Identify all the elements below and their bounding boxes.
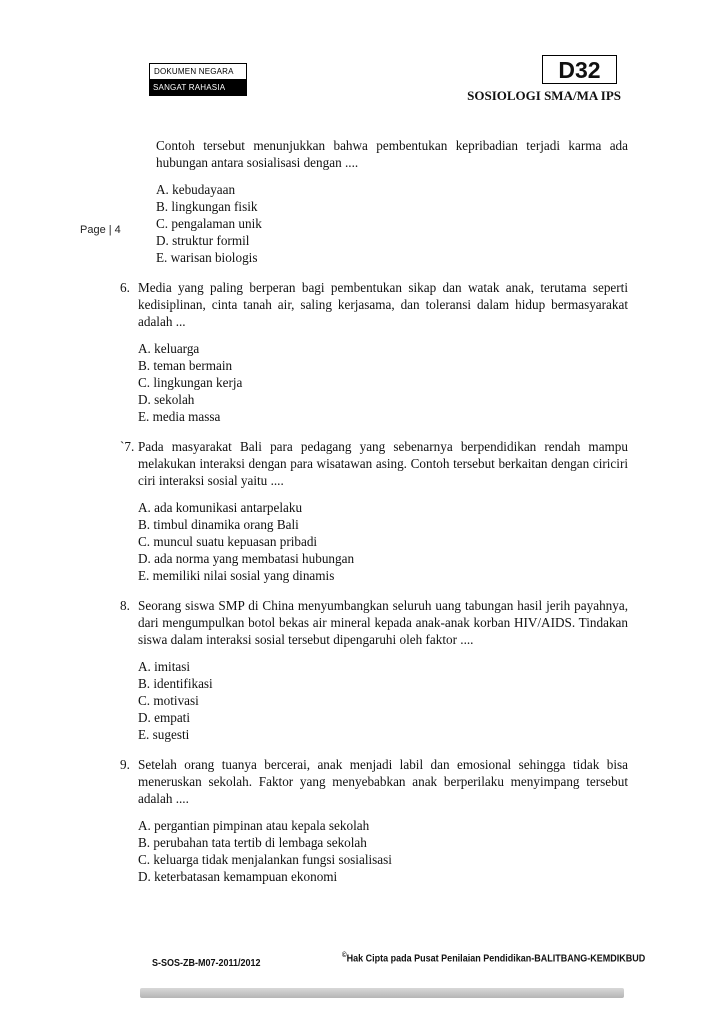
option: D. ada norma yang membatasi hubungan bbox=[138, 551, 355, 566]
option: A. keluarga bbox=[138, 341, 200, 356]
question-stem: Seorang siswa SMP di China menyumbangkan seluruh uang tabungan hasil jerih payahnya, dari mengumpulkan botol bekas air mineral kepada anak-anak korban HIV/AIDS. Tindakan siswa dalam interaksi sosial tersebut dipengaruhi oleh faktor .... bbox=[138, 598, 628, 647]
question-number: 8. bbox=[120, 598, 130, 613]
option: C. pengalaman unik bbox=[156, 216, 262, 231]
question-number: `7. bbox=[120, 439, 135, 454]
option: D. empati bbox=[138, 710, 191, 725]
option: E. sugesti bbox=[138, 727, 190, 742]
option: B. lingkungan fisik bbox=[156, 199, 258, 214]
option: B. perubahan tata tertib di lembaga sekolah bbox=[138, 835, 367, 850]
stamp-top-label: DOKUMEN NEGARA bbox=[149, 63, 247, 80]
document-code: D32 bbox=[542, 55, 617, 84]
stamp-bottom-label: SANGAT RAHASIA bbox=[149, 80, 247, 96]
option-list bbox=[138, 499, 628, 584]
option: D. keterbatasan kemampuan ekonomi bbox=[138, 869, 338, 884]
footer-bar bbox=[140, 988, 624, 998]
option: C. motivasi bbox=[138, 693, 199, 708]
classification-stamp bbox=[149, 63, 247, 96]
option: C. lingkungan kerja bbox=[138, 375, 243, 390]
copyright-text: Hak Cipta pada Pusat Penilaian Pendidikan-BALITBANG-KEMDIKBUD bbox=[346, 953, 646, 965]
option: A. kebudayaan bbox=[156, 182, 236, 197]
page-label: Page | 4 bbox=[80, 224, 121, 236]
question-7 bbox=[120, 438, 628, 584]
option: E. warisan biologis bbox=[156, 250, 258, 265]
subject-title: SOSIOLOGI SMA/MA IPS bbox=[467, 88, 621, 103]
question-stem: Contoh tersebut menunjukkan bahwa pembentukan kepribadian terjadi karma ada hubungan antara sosialisasi dengan .... bbox=[156, 138, 628, 170]
question-stem: Media yang paling berperan bagi pembentukan sikap dan watak anak, terutama seperti kedisiplinan, cinta tanah air, saling kerjasama, dan toleransi dalam hidup bermasyarakat adalah ... bbox=[138, 280, 628, 329]
option-list bbox=[156, 181, 628, 266]
option: E. media massa bbox=[138, 409, 221, 424]
option: D. struktur formil bbox=[156, 233, 250, 248]
option-list bbox=[138, 817, 628, 885]
footer-document-code: S-SOS-ZB-M07-2011/2012 bbox=[152, 958, 261, 969]
option: A. imitasi bbox=[138, 659, 191, 674]
option: B. teman bermain bbox=[138, 358, 233, 373]
question-list bbox=[120, 137, 628, 885]
question-5 bbox=[138, 137, 628, 266]
option: B. timbul dinamika orang Bali bbox=[138, 517, 299, 532]
question-number: 9. bbox=[120, 757, 130, 772]
option: A. pergantian pimpinan atau kepala sekolah bbox=[138, 818, 370, 833]
question-6 bbox=[120, 279, 628, 425]
question-number: 6. bbox=[120, 280, 130, 295]
option: C. keluarga tidak menjalankan fungsi sosialisasi bbox=[138, 852, 392, 867]
option-list bbox=[138, 658, 628, 743]
question-9 bbox=[120, 756, 628, 885]
question-stem: Setelah orang tuanya bercerai, anak menjadi labil dan emosional sehingga tidak bisa meneruskan sekolah. Faktor yang menyebabkan anak berperilaku menyimpang tersebut adalah .... bbox=[138, 757, 628, 806]
question-8 bbox=[120, 597, 628, 743]
option: A. ada komunikasi antarpelaku bbox=[138, 500, 303, 515]
question-stem: Pada masyarakat Bali para pedagang yang sebenarnya berpendidikan rendah mampu melakukan interaksi dengan para wisatawan asing. Contoh tersebut berkaitan dengan ciriciri ciri interaksi sosial yaitu .... bbox=[138, 439, 628, 488]
footer-copyright bbox=[342, 952, 645, 964]
option: C. muncul suatu kepuasan pribadi bbox=[138, 534, 318, 549]
option: B. identifikasi bbox=[138, 676, 213, 691]
option-list bbox=[138, 340, 628, 425]
option: E. memiliki nilai sosial yang dinamis bbox=[138, 568, 335, 583]
copyright-mark: © bbox=[342, 952, 347, 959]
option: D. sekolah bbox=[138, 392, 195, 407]
